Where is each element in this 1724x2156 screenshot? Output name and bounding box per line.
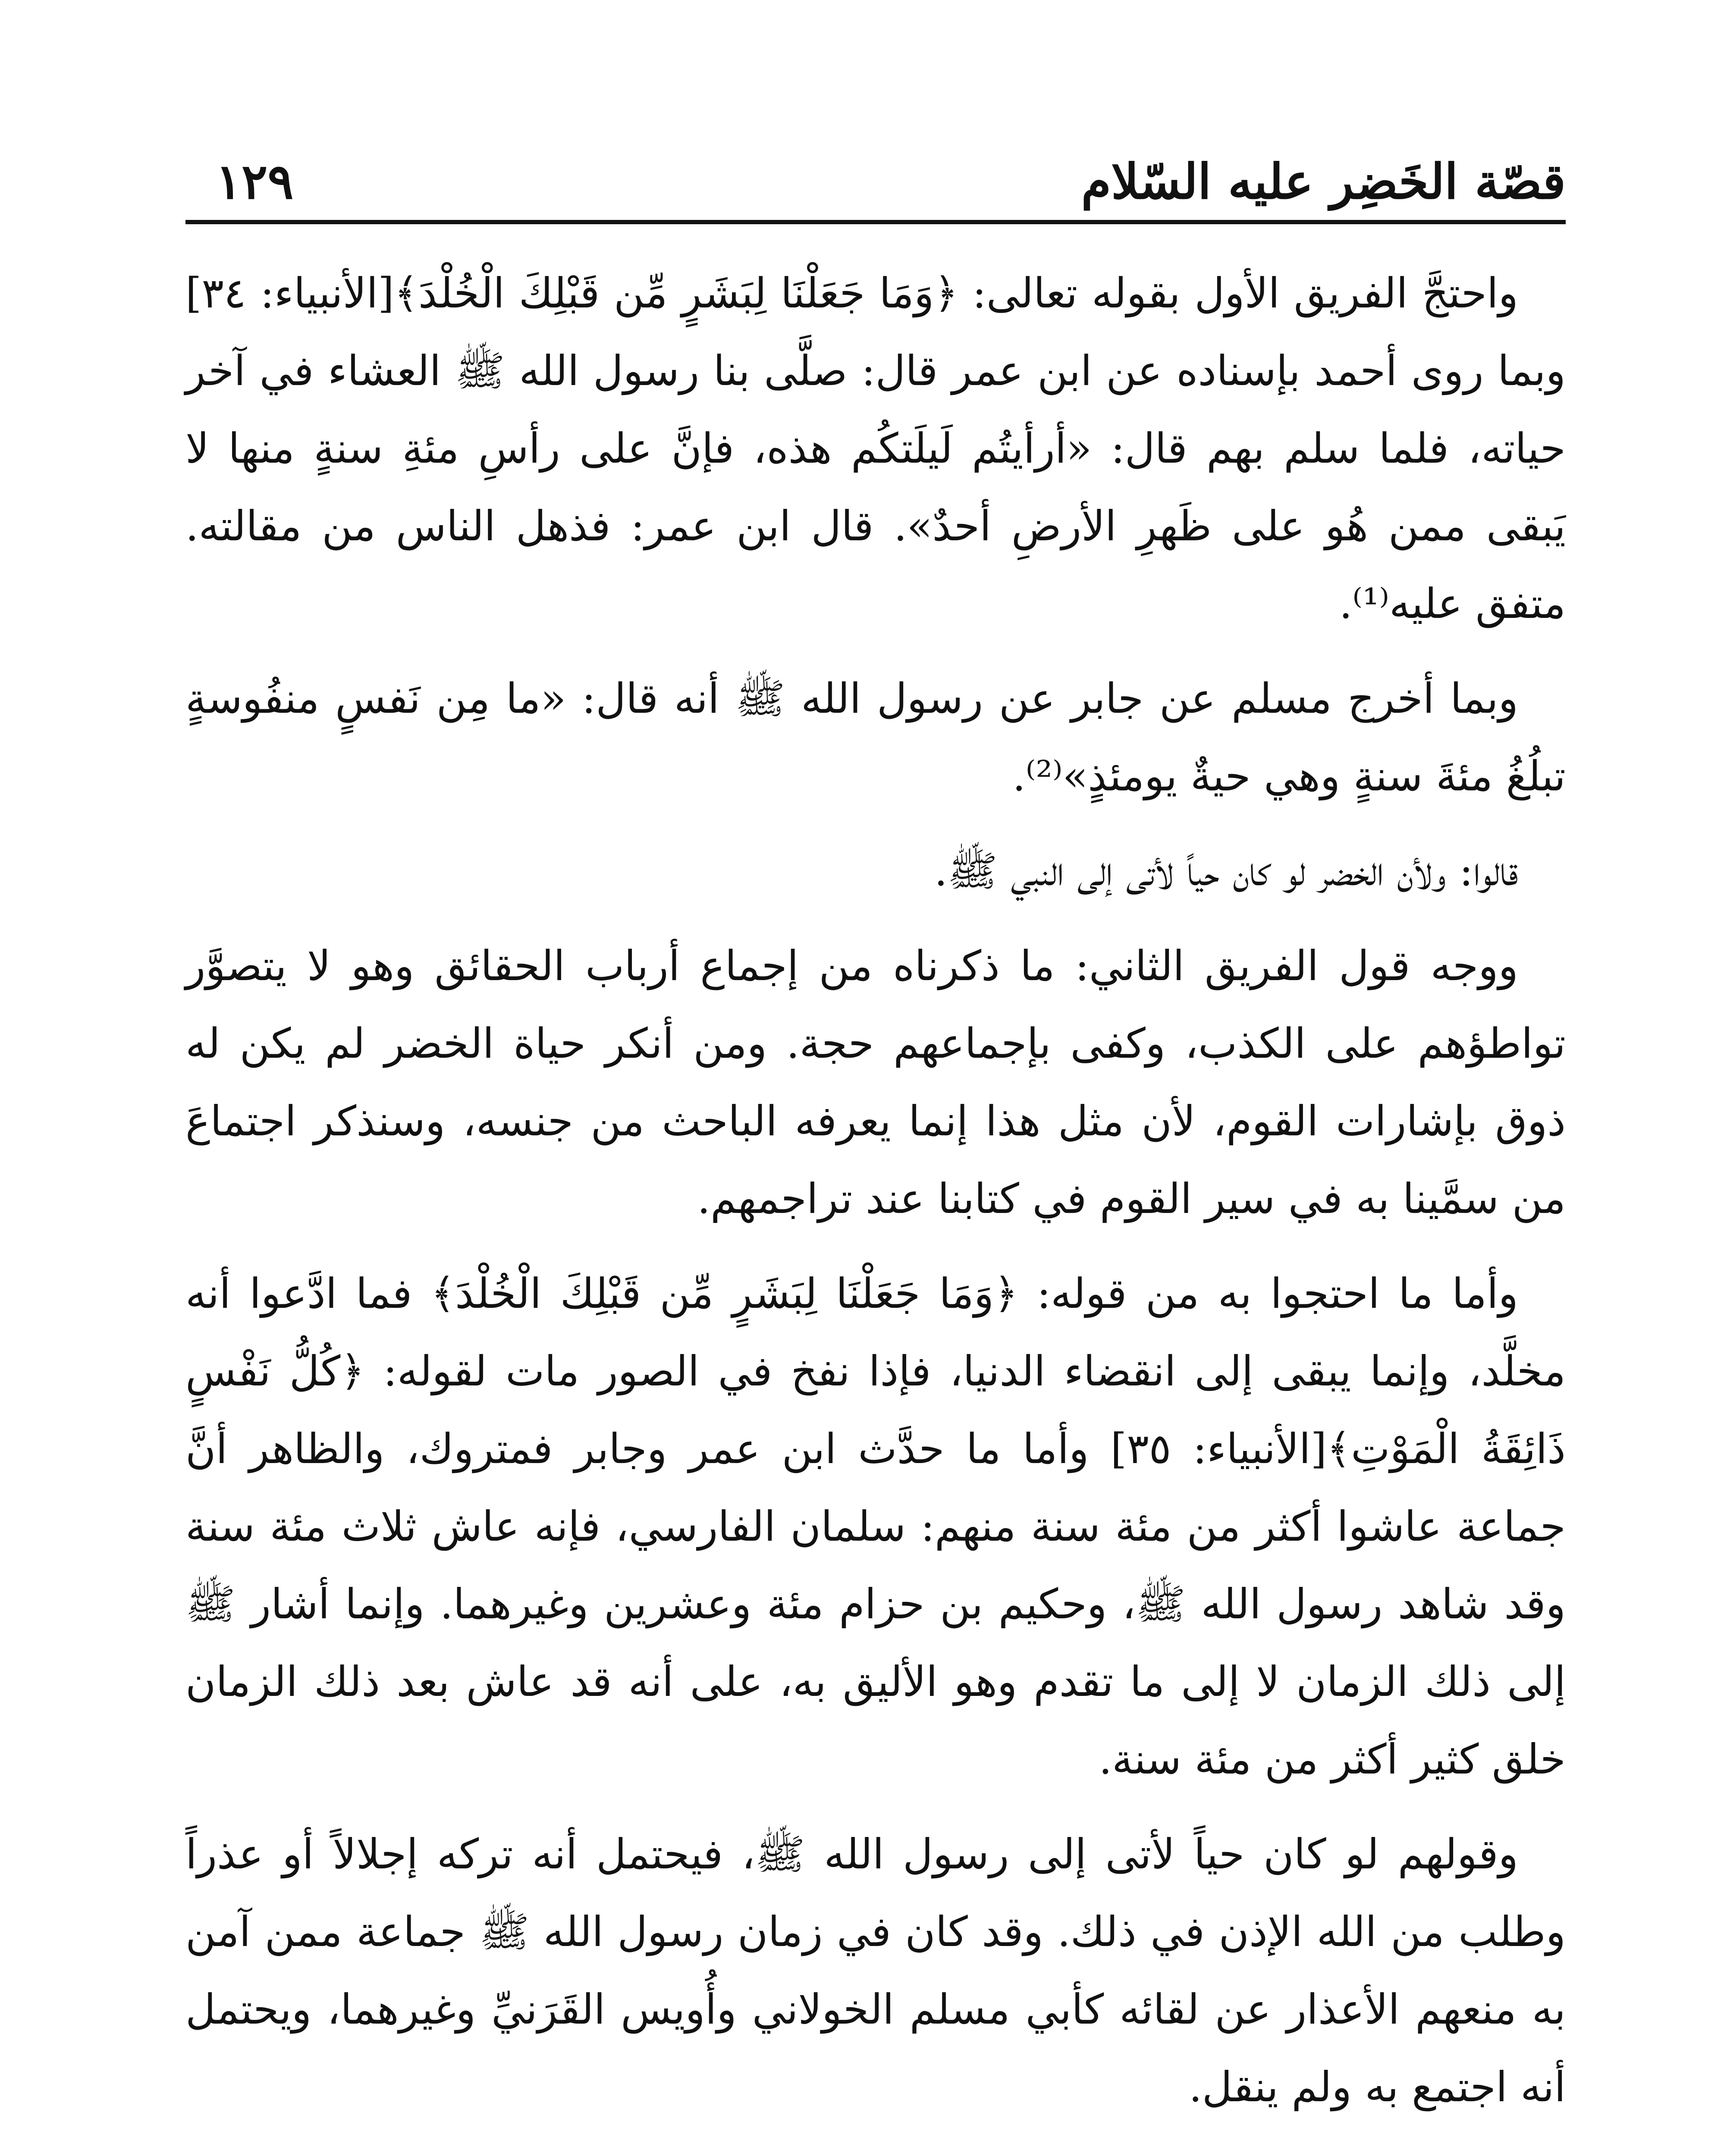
- paragraph: قالوا: ولأن الخضر لو كان حياً لأتى إلى النبي ﷺ.: [934, 847, 1518, 895]
- running-title: قصّة الخَضِر عليه السّلام: [1081, 154, 1566, 210]
- paragraph: ووجه قول الفريق الثاني: ما ذكرناه من إجماع أرباب الحقائق وهو لا يتصوَّر تواطؤهم على الكذب، وكفى بإجماعهم حجة. ومن أنكر حياة الخضر لم يكن له ذوق بإشارات القوم، لأن مثل هذا إنما يعرفه الباحث من جنسه، وسنذكر اجتماعَ من سمَّينا به في سير القوم في كتابنا عند تراجمهم.: [185, 942, 1566, 1223]
- page-number: ١٢٩: [216, 154, 294, 210]
- page-header: [185, 147, 1566, 220]
- paragraph: واحتجَّ الفريق الأول بقوله تعالى: ﴿وَمَا جَعَلْنَا لِبَشَرٍ مِّن قَبْلِكَ الْخُلْدَ﴾[الأنبياء: ٣٤] وبما روى أحمد بإسناده عن ابن عمر قال: صلَّى بنا رسول الله ﷺ العشاء في آخر حياته، فلما سلم بهم قال: «أرأيتُم لَيلَتكُم هذه، فإنَّ على رأسِ مئةِ سنةٍ منها لا يَبقى ممن هُو على ظَهرِ الأرضِ أحدٌ». قال ابن عمر: فذهل الناس من مقالته. متفق عليه⁽¹⁾.: [185, 269, 1566, 628]
- header-rule: [185, 220, 1566, 224]
- body-text: [185, 254, 1566, 2143]
- paragraph: وقولهم لو كان حياً لأتى إلى رسول الله ﷺ، فيحتمل أنه تركه إجلالاً أو عذراً وطلب من الله الإذن في ذلك. وقد كان في زمان رسول الله ﷺ جماعة ممن آمن به منعهم الأعذار عن لقائه كأبي مسلم الخولاني وأُويس القَرَنيِّ وغيرهما، ويحتمل أنه اجتمع به ولم ينقل.: [185, 1830, 1566, 2111]
- paragraph: وأما ما احتجوا به من قوله: ﴿وَمَا جَعَلْنَا لِبَشَرٍ مِّن قَبْلِكَ الْخُلْدَ﴾ فما ادَّعوا أنه مخلَّد، وإنما يبقى إلى انقضاء الدنيا، فإذا نفخ في الصور مات لقوله: ﴿كُلُّ نَفْسٍ ذَائِقَةُ الْمَوْتِ﴾[الأنبياء: ٣٥] وأما ما حدَّث ابن عمر وجابر فمتروك، والظاهر أنَّ جماعة عاشوا أكثر من مئة سنة منهم: سلمان الفارسي، فإنه عاش ثلاث مئة سنة وقد شاهد رسول الله ﷺ، وحكيم بن حزام مئة وعشرين وغيرهما. وإنما أشار ﷺ إلى ذلك الزمان لا إلى ما تقدم وهو الأليق به، على أنه قد عاش بعد ذلك الزمان خلق كثير أكثر من مئة سنة.: [185, 1269, 1566, 1783]
- paragraph: وبما أخرج مسلم عن جابر عن رسول الله ﷺ أنه قال: «ما مِن نَفسٍ منفُوسةٍ تبلُغُ مئةَ سنةٍ وهي حيةٌ يومئذٍ»⁽²⁾.: [185, 674, 1566, 800]
